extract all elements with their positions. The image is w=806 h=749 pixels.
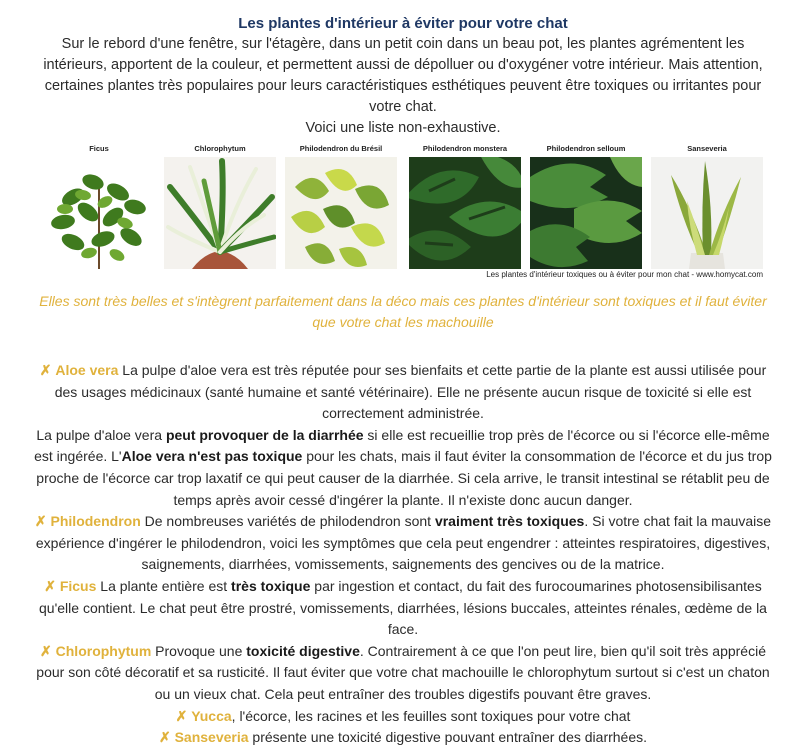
cross-icon: ✗	[34, 513, 47, 530]
sanseveria-heading: Sanseveria	[174, 729, 249, 746]
philodendron-bold: vraiment très toxiques	[434, 513, 585, 530]
aloe-bold-2: Aloe vera n'est pas toxique	[121, 448, 303, 465]
aloe-text-2e: pour les chats, mais il faut éviter la consommation de l'écorce et du jus trop proche de l'écorce car trop laxatif ce qui peut causer de la diarrhée. Si cela arrive, le transit intestinal se rétablit peu de temps après avoir cessé d'ingérer la plante. Il n'existe donc aucun danger.	[36, 448, 772, 508]
ficus-text-c: par ingestion et contact, du fait des furocoumarines photosensibilisantes qu'elle contient. Le chat peut être prostré, vomissements, diarrhées, lésions buccales, atteintes rénales, œdème de la face.	[39, 577, 767, 638]
plant-caption: Sanseveria	[687, 144, 727, 153]
cross-icon: ✗	[158, 729, 171, 746]
intro-paragraph	[28, 34, 778, 139]
plant-card-ficus	[43, 143, 155, 274]
philodendron-monstera-photo	[409, 157, 521, 269]
cross-icon: ✗	[44, 577, 56, 594]
chlorophytum-text-c: . Contrairement à ce que l'on peut lire, bien qu'il soit très apprécié pour son côté décoratif et sa rusticité. Il faut éviter que votre chat machouille le chlorophytum surtout si c'est un chaton ou un vieux chat. Cela peut entraîner des troubles digestifs pouvant être graves.	[36, 642, 770, 702]
plant-caption: Philodendron du Brésil	[299, 144, 383, 153]
cross-icon: ✗	[175, 707, 188, 724]
aloe-bold-1: peut provoquer de la diarrhée	[165, 426, 364, 443]
aloe-text-2c: si elle est recueillie trop près de l'écorce ou si l'écorce elle-même est ingérée. L'	[34, 426, 770, 465]
plant-card-sanseveria	[651, 143, 763, 274]
ficus-bold: très toxique	[231, 577, 311, 594]
philodendron-text-a: De nombreuses variétés de philodendron sont	[140, 513, 435, 530]
plant-caption: Philodendron selloum	[546, 144, 626, 153]
plant-gallery	[43, 143, 763, 283]
chlorophytum-bold: toxicité digestive	[246, 642, 360, 659]
ficus-photo	[43, 157, 155, 269]
ficus-heading: Ficus	[59, 577, 97, 594]
highlight-note: Elles sont très belles et s'intègrent parfaitement dans la déco mais ces plantes d'intérieur sont toxiques et il faut éviter que votre chat les machouille	[39, 293, 767, 330]
plant-caption: Ficus	[89, 144, 109, 153]
sanseveria-text: présente une toxicité digestive pouvant entraîner des diarrhées.	[248, 729, 648, 746]
plant-card-chlorophytum	[164, 143, 276, 274]
yucca-heading: Yucca	[191, 707, 232, 724]
cross-icon: ✗	[40, 642, 52, 659]
cross-icon: ✗	[39, 362, 52, 378]
plant-card-philodendron-monstera	[409, 143, 521, 274]
intro-last-line: Voici une liste non-exhaustive.	[305, 120, 501, 136]
aloe-text-2a: La pulpe d'aloe vera	[36, 426, 166, 443]
yucca-text: , l'écorce, les racines et les feuilles sont toxiques pour votre chat	[231, 707, 631, 724]
ficus-text-a: La plante entière est	[96, 577, 232, 594]
philodendron-bresil-photo	[285, 157, 397, 269]
chlorophytum-heading: Chlorophytum	[55, 642, 152, 659]
philodendron-text-c: . Si votre chat fait la mauvaise expérience d'ingérer le philodendron, voici les symptômes que cela peut engendrer : atteintes respiratoires, digestives, saignements, diarrhées, vomissements, saignements des gencives ou de la matrice.	[35, 513, 772, 573]
philodendron-heading: Philodendron	[50, 513, 141, 530]
philodendron-selloum-photo	[530, 157, 642, 269]
aloe-heading: Aloe vera	[55, 362, 119, 378]
page-title: Les plantes d'intérieur à éviter pour votre chat	[238, 15, 568, 32]
image-credit: Les plantes d'intérieur toxiques ou à éviter pour mon chat - www.homycat.com	[486, 270, 763, 279]
intro-text: Sur le rebord d'une fenêtre, sur l'étagère, dans un petit coin dans un beau pot, les plantes agrémentent les intérieurs, apportent de la couleur, et permettent aussi de dépolluer ou d'oxygéner votre intérieur. Mais attention, certaines plantes très populaires pour leurs caractéristiques esthétiques peuvent être toxiques ou irritantes pour votre chat.	[43, 36, 763, 115]
plant-caption: Philodendron monstera	[422, 144, 508, 153]
chlorophytum-photo	[164, 157, 276, 269]
plant-list	[30, 360, 776, 749]
plant-card-philodendron-bresil	[285, 143, 397, 274]
sanseveria-photo	[651, 157, 763, 269]
aloe-text-1: La pulpe d'aloe vera est très réputée pour ses bienfaits et cette partie de la plante est aussi utilisée pour des usages médicinaux (santé humaine et santé vétérinaire). Elle ne présente aucun risque de toxicité si elle est correctement administrée.	[54, 362, 767, 422]
chlorophytum-text-a: Provoque une	[151, 642, 247, 659]
plant-caption: Chlorophytum	[194, 144, 246, 153]
plant-card-philodendron-selloum	[530, 143, 642, 274]
